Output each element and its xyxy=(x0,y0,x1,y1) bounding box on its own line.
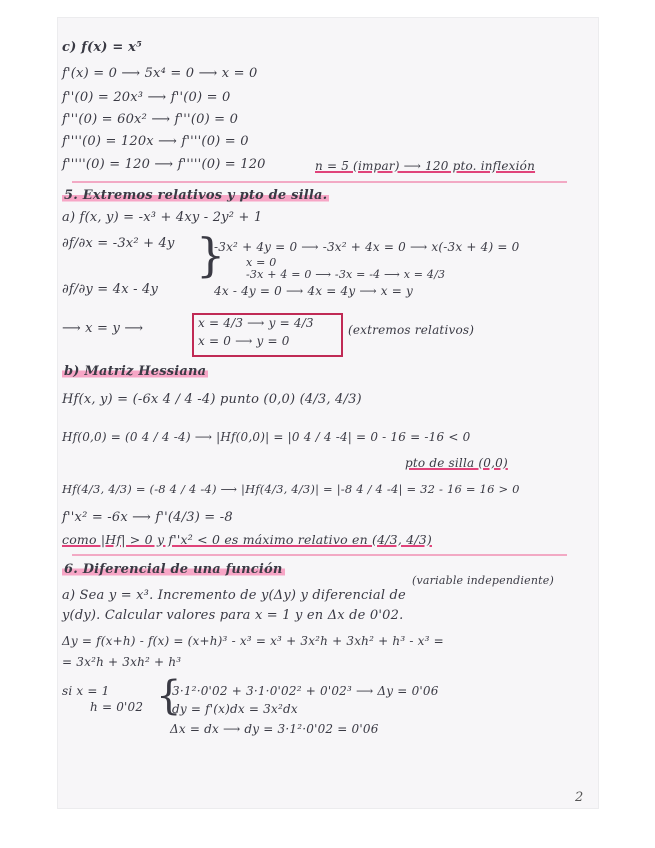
line-fifth-derivative: f'''''(0) = 120 ⟶ f'''''(0) = 120 xyxy=(62,157,266,172)
line-dy-result: Δx = dx ⟶ dy = 3·1²·0'02 = 0'06 xyxy=(170,722,379,736)
line-extremos-label: (extremos relativos) xyxy=(348,323,475,337)
line-variable-note: (variable independiente) xyxy=(412,574,554,587)
pink-separator xyxy=(72,181,567,183)
line-hessian-00: Hf(0,0) = (0 4 / 4 -4) ⟶ |Hf(0,0)| = |0 4 / 4 -4| = 0 - 16 = -16 < 0 xyxy=(62,430,471,444)
line-increment: Δy = f(x+h) - f(x) = (x+h)³ - x³ = x³ + 3x²h + 3xh² + h³ - x³ = xyxy=(62,634,444,648)
line-b-title: b) Matriz Hessiana xyxy=(64,364,207,379)
line-first-derivative: f'(x) = 0 ⟶ 5x⁴ = 0 ⟶ x = 0 xyxy=(62,66,258,81)
line-inflexion-conclusion: n = 5 (impar) ⟶ 120 pto. inflexión xyxy=(315,159,536,173)
line-h002: h = 0'02 xyxy=(90,700,144,714)
line-x-equals-y: ⟶ x = y ⟶ xyxy=(62,321,144,336)
line-root-x43: -3x + 4 = 0 ⟶ -3x = -4 ⟶ x = 4/3 xyxy=(246,268,446,281)
page-number: 2 xyxy=(575,790,584,805)
line-system-eq1: -3x² + 4y = 0 ⟶ -3x² + 4x = 0 ⟶ x(-3x + 4) = 0 xyxy=(214,240,520,254)
line-increment-result: = 3x²h + 3xh² + h³ xyxy=(62,655,182,669)
line-si-x1: si x = 1 xyxy=(62,684,110,698)
line-6a-statement: a) Sea y = x³. Incremento de y(Δy) y diferencial de xyxy=(62,588,406,603)
line-third-derivative: f'''(0) = 60x² ⟶ f'''(0) = 0 xyxy=(62,112,239,127)
line-hessian-43: Hf(4/3, 4/3) = (-8 4 / 4 -4) ⟶ |Hf(4/3, 4/3)| = |-8 4 / 4 -4| = 32 - 16 = 16 > 0 xyxy=(62,482,520,496)
line-point-00: x = 0 ⟶ y = 0 xyxy=(198,334,290,348)
line-partial-y: ∂f/∂y = 4x - 4y xyxy=(62,282,159,297)
line-second-derivative: f''(0) = 20x³ ⟶ f''(0) = 0 xyxy=(62,90,231,105)
values-brace: { xyxy=(156,673,182,719)
line-root-x0: x = 0 xyxy=(246,256,277,269)
line-6a-statement-2: y(dy). Calcular valores para x = 1 y en Δx de 0'02. xyxy=(62,608,404,623)
line-system-eq2: 4x - 4y = 0 ⟶ 4x = 4y ⟶ x = y xyxy=(214,284,414,298)
line-point-43: x = 4/3 ⟶ y = 4/3 xyxy=(198,316,314,330)
line-second-partial: f''x² = -6x ⟶ f''(4/3) = -8 xyxy=(62,510,233,525)
line-partial-x: ∂f/∂x = -3x² + 4y xyxy=(62,236,175,251)
pink-separator-2 xyxy=(72,554,567,556)
line-saddle-point: pto de silla (0,0) xyxy=(405,456,508,470)
section-6-title: 6. Diferencial de una función xyxy=(64,562,283,577)
line-5a-function: a) f(x, y) = -x³ + 4xy - 2y² + 1 xyxy=(62,210,263,225)
line-hessian-matrix: Hf(x, y) = (-6x 4 / 4 -4) punto (0,0) (4/3, 4/3) xyxy=(62,392,362,407)
line-dy-formula: dy = f'(x)dx = 3x²dx xyxy=(172,702,298,716)
system-brace: } xyxy=(196,228,226,282)
line-c-title: c) f(x) = x⁵ xyxy=(62,40,143,55)
line-fourth-derivative: f''''(0) = 120x ⟶ f''''(0) = 0 xyxy=(62,134,249,149)
section-5-title: 5. Extremos relativos y pto de silla. xyxy=(64,188,328,203)
line-delta-y-calc: 3·1²·0'02 + 3·1·0'02² + 0'02³ ⟶ Δy = 0'06 xyxy=(172,684,439,698)
line-maximum-conclusion: como |Hf| > 0 y f''x² < 0 es máximo relativo en (4/3, 4/3) xyxy=(62,532,432,547)
